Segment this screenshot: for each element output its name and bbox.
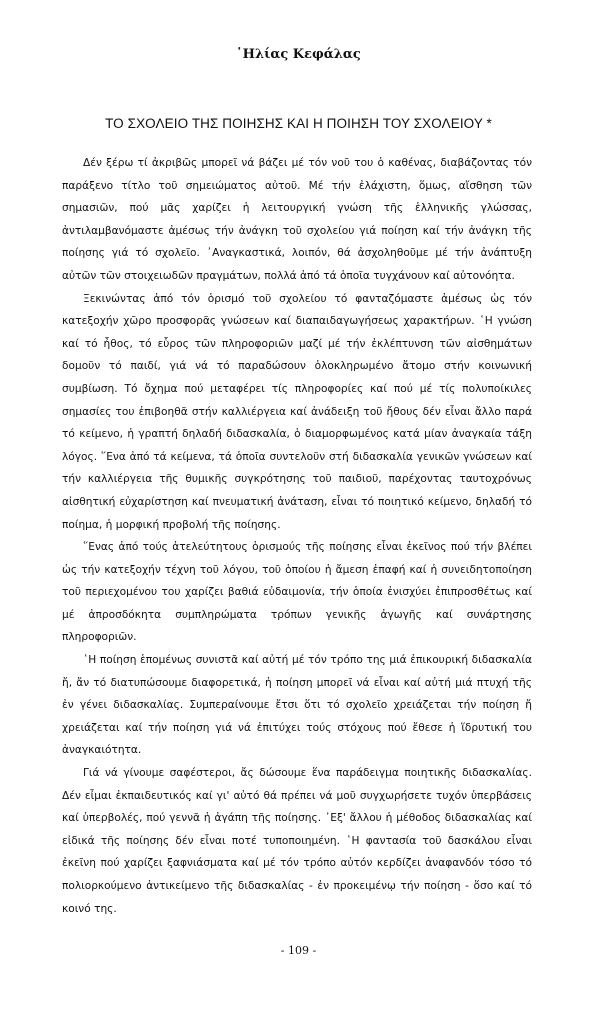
author-name: ῾Ηλίας Κεφάλας: [236, 47, 361, 62]
paragraph: ῾Η ποίηση ἑπομένως συνιστᾶ καί αὐτή μέ τόν τρόπο της μιά ἐπικουρική διδασκαλία ἤ, ἄν τό διατυπώσουμε διαφορετικά, ἡ ποίηση μπορεῖ νά εἶναι καί αὐτή μιά πτυχή τῆς ἐν γένει διδασκαλίας. Συμπεραίνουμε ἔτσι ὅτι τό σχολεῖο χρειάζεται τήν ποίηση ἤ χρειάζεται καί τήν ποίηση γιά νά ἐπιτύχει τούς στόχους πού ἔθεσε ἡ ἵδρυτική του ἀναγκαιότητα.: [62, 654, 532, 757]
paragraph: Γιά νά γίνουμε σαφέστεροι, ἄς δώσουμε ἕνα παράδειγμα ποιητικῆς διδασκαλίας. Δέν εἶμαι ἐκπαιδευτικός καί γι' αὐτό θά πρέπει νά μοῦ συγχωρήσετε τυχόν ὑπερβάσεις καί ὑπερβολές, πού γεννᾶ ἡ ἀγάπη τῆς ποίησης. ᾿Εξ' ἄλλου ἡ μέθοδος διδασκαλίας καί εἰδικά τῆς ποίησης δέν εἶναι ποτέ τυποποιημένη. ῾Η φαντασία τοῦ δασκάλου εἶναι ἐκεῖνη πού χαρίζει ξαφνιάσματα καί μέ τόν τρόπο αὐτόν κερδίζει ἀναφανδόν τόσο τό πολιορκούμενο ἀντικείμενο τῆς διδασκαλίας - ἐν προκειμένῳ τήν ποίηση - ὅσο καί τό κοινό της.: [62, 767, 532, 915]
article-body: [62, 152, 532, 920]
article-title: ΤΟ ΣΧΟΛΕΙΟ ΤΗΣ ΠΟΙΗΣΗΣ ΚΑΙ Η ΠΟΙΗΣΗ ΤΟΥ ΣΧΟΛΕΙΟΥ *: [105, 116, 492, 131]
page-number: - 109 -: [280, 944, 317, 957]
paragraph: Δέν ξέρω τί ἀκριβῶς μπορεῖ νά βάζει μέ τόν νοῦ του ὁ καθένας, διαβάζοντας τόν παράξενο τίτλο τοῦ σημειώματος αὐτοῦ. Μέ τήν ἐλάχιστη, ὅμως, αἴσθηση τῶν σημασιῶν, πού μᾶς χαρίζει ἡ λειτουργική γνώση τῆς ἑλληνικῆς γλώσσας, ἀντιλαμβανόμαστε ἀμέσως τήν ἀνάγκη τοῦ σχολείου γιά ποίηση καί τήν ἀνάγκη τῆς ποίησης γιά τό σχολεῖο. ᾿Αναγκαστικά, λοιπόν, θά ἀσχοληθοῦμε μέ τήν ἀνάπτυξη αὐτῶν τῶν στοιχειωδῶν πραγμάτων, πολλά ἀπό τά ὁποῖα τυγχάνουν καί αὐτονόητα.: [62, 157, 532, 282]
paragraph: Ξεκινώντας ἀπό τόν ὁρισμό τοῦ σχολείου τό φανταζόμαστε ἀμέσως ὡς τόν κατεξοχήν χῶρο προσφορᾶς γνώσεων καί διαπαιδαγωγήσεως χαρακτήρων. ῾Η γνώση καί τό ἦθος, τό εὗρος τῶν πληροφοριῶν μαζί μέ τήν ἐκλέπτυνση τῶν αἰσθημάτων δομοῦν τό παιδί, γιά νά τό παραδώσουν ὁλοκληρωμένο ἄτομο στήν κοινωνική συμβίωση. Τό ὄχημα πού μεταφέρει τίς πληροφορίες καί πού μέ τίς πολυποίκιλες σημασίες του ἐπιβοηθᾶ στήν καλλιέργεια καί ἀνάδειξη τοῦ ἤθους δέν εἶναι ἄλλο παρά τό κείμενο, ἡ γραπτή δηλαδή διδασκαλία, ὁ διαμορφωμένος κατά μίαν ἀναγκαία τάξη λόγος. ῞Ενα ἀπό τά κείμενα, τά ὁποῖα συντελοῦν στή διδασκαλία γενικῶν γνώσεων καί τήν καλλιέργεια τῆς θυμικῆς συγκρότησης τοῦ παιδιοῦ, παρέχοντας ταυτοχρόνως αἰσθητική εὐχαρίστηση καί πνευματική ἀνάταση, εἶναι τό ποιητικό κείμενο, δηλαδή τό ποίημα, ἡ μορφική προβολή τῆς ποίησης.: [62, 292, 532, 531]
paragraph: ῞Ενας ἀπό τούς ἀτελεύτητους ὁρισμούς τῆς ποίησης εἶναι ἐκεῖνος πού τήν βλέπει ὡς τήν κατεξοχήν τέχνη τοῦ λόγου, τοῦ ὁποίου ἡ ἄμεση ἐπαφή καί ἡ συνειδητοποίηση τοῦ περιεχομένου του χαρίζει βαθιά εὐδαιμονία, τήν ὁποία ἐνισχύει ἐπιπροσθέτως καί μέ ἀπροσδόκητα συμπληρώματα τρόπων γενικῆς ἀγωγῆς καί συνάρτησης πληροφοριῶν.: [62, 541, 532, 644]
